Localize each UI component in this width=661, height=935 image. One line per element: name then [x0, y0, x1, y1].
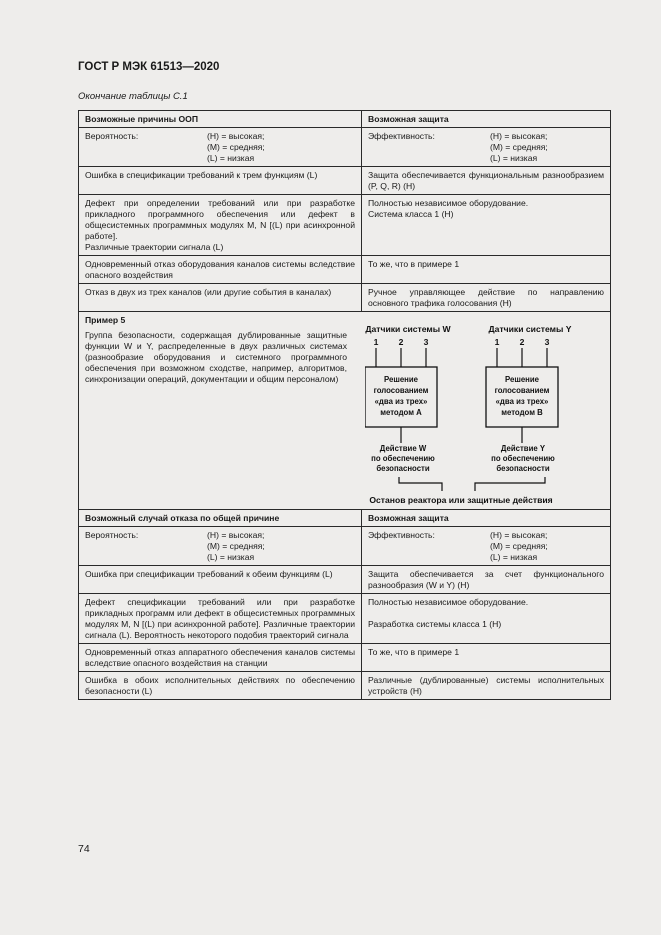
example-title: Пример 5	[85, 315, 126, 325]
cause-cell: Ошибка в обоих исполнительных действиях по обеспечению безопасности (L)	[79, 672, 362, 700]
cause-cell: Отказ в двух из трех каналов (или другие события в каналах)	[79, 284, 362, 312]
box-a-line: методом А	[380, 408, 422, 417]
efficiency-cell	[362, 128, 611, 167]
table-row	[79, 594, 611, 644]
box-a-line: «два из трех»	[374, 397, 428, 406]
cause-cell: Ошибка в спецификации требований к трем функциям (L)	[79, 167, 362, 195]
protection-cell: Защита обеспечивается функциональным разнообразием (P, Q, R) (H)	[362, 167, 611, 195]
sensors-y-label: Датчики системы Y	[488, 324, 572, 334]
channel-label: 3	[544, 337, 550, 347]
table-header-row	[79, 510, 611, 527]
cause-cell: Одновременный отказ аппаратного обеспечения каналов системы вследствие опасного воздействия на станции	[79, 644, 362, 672]
example-text: Группа безопасности, содержащая дублированные защитные функции W и Y, распределенные в двух различных системах (разнообразие оборудования и системного программного обеспечения при возможном сходстве, например, алгоритмов, синхронизации операций, документации и общим персоналом)	[85, 330, 347, 384]
shutdown-label: Останов реактора или защитные действия	[369, 495, 553, 505]
protection-cell: Ручное управляющее действие по направлению основного трафика голосования (H)	[362, 284, 611, 312]
channel-label: 1	[494, 337, 500, 347]
box-a-line: голосованием	[373, 386, 429, 395]
probability-cell	[79, 527, 362, 566]
column-header-common-cause: Возможный случай отказа по общей причине	[79, 510, 362, 527]
cause-cell: Одновременный отказ оборудования каналов системы вследствие опасного воздействия	[79, 256, 362, 284]
box-b-line: «два из трех»	[495, 397, 549, 406]
probability-row	[79, 527, 611, 566]
protection-cell: То же, что в примере 1	[362, 256, 611, 284]
efficiency-label: Эффективность:	[368, 530, 435, 540]
example-cell	[79, 312, 611, 510]
action-w-line: по обеспечению	[371, 454, 435, 463]
eff-medium: (М) = средняя;	[490, 142, 548, 152]
eff-high: (Н) = высокая;	[490, 530, 548, 540]
efficiency-label: Эффективность:	[368, 131, 435, 141]
box-b-line: Решение	[504, 375, 540, 384]
table-header-row	[79, 111, 611, 128]
cause-cell: Ошибка при спецификации требований к обеим функциям (L)	[79, 566, 362, 594]
channel-label: 3	[423, 337, 429, 347]
table-row	[79, 566, 611, 594]
efficiency-cell	[362, 527, 611, 566]
cause-cell: Дефект спецификации требований или при разработке прикладных программ или дефект в общесистемных программных модулях М, N [(L) при асинхронной работе]. Различные траектории сигнала (L). Вероятность некоторого подобия траекторий сигнала	[79, 594, 362, 644]
column-header-causes: Возможные причины ООП	[79, 111, 362, 128]
action-w-line: Действие W	[379, 444, 427, 453]
prob-medium: (М) = средняя;	[207, 541, 265, 551]
prob-low: (L) = низкая	[207, 153, 255, 163]
table-row	[79, 195, 611, 256]
protection-cell: Защита обеспечивается за счет функционального разнообразия (W и Y) (H)	[362, 566, 611, 594]
eff-medium: (М) = средняя;	[490, 541, 548, 551]
sensors-w-label: Датчики системы W	[365, 324, 451, 334]
table-row	[79, 672, 611, 700]
eff-low: (L) = низкая	[490, 552, 538, 562]
prob-high: (Н) = высокая;	[207, 530, 265, 540]
probability-row	[79, 128, 611, 167]
prob-high: (Н) = высокая;	[207, 131, 265, 141]
cause-cell: Дефект при определении требований или при разработке прикладного программного обеспечения или дефект в общесистемных программных модулях М, N [(L) при асинхронной работе]. Различные траектории сигнала (L)	[79, 195, 362, 256]
causes-table	[78, 110, 611, 700]
column-header-protection: Возможная защита	[362, 510, 611, 527]
channel-lines	[376, 348, 547, 367]
box-b-line: голосованием	[494, 386, 550, 395]
action-y-line: Действие Y	[500, 444, 546, 453]
voting-diagram	[365, 319, 615, 505]
eff-low: (L) = низкая	[490, 153, 538, 163]
eff-high: (Н) = высокая;	[490, 131, 548, 141]
page-number: 74	[78, 843, 90, 855]
protection-cell: Различные (дублированные) системы исполнительных устройств (H)	[362, 672, 611, 700]
box-output-lines	[401, 427, 522, 443]
protection-cell: Полностью независимое оборудование. Разработка системы класса 1 (H)	[362, 594, 611, 644]
action-y-line: по обеспечению	[491, 454, 555, 463]
document-code: ГОСТ Р МЭК 61513—2020	[78, 61, 220, 73]
protection-cell: Полностью независимое оборудование. Система класса 1 (H)	[362, 195, 611, 256]
box-a-line: Решение	[383, 375, 419, 384]
merge-lines	[399, 477, 545, 491]
action-w-line: безопасности	[376, 464, 430, 473]
probability-label: Вероятность:	[85, 131, 139, 141]
probability-label: Вероятность:	[85, 530, 139, 540]
column-header-protection: Возможная защита	[362, 111, 611, 128]
box-b-line: методом В	[501, 408, 543, 417]
table-row	[79, 167, 611, 195]
table-caption: Окончание таблицы С.1	[78, 91, 188, 102]
channel-label: 2	[519, 337, 525, 347]
example-row	[79, 312, 611, 510]
prob-low: (L) = низкая	[207, 552, 255, 562]
probability-cell	[79, 128, 362, 167]
channel-label: 1	[373, 337, 379, 347]
protection-cell: То же, что в примере 1	[362, 644, 611, 672]
table-row	[79, 256, 611, 284]
prob-medium: (М) = средняя;	[207, 142, 265, 152]
action-y-line: безопасности	[496, 464, 550, 473]
table-row	[79, 644, 611, 672]
channel-label: 2	[398, 337, 404, 347]
table-row	[79, 284, 611, 312]
